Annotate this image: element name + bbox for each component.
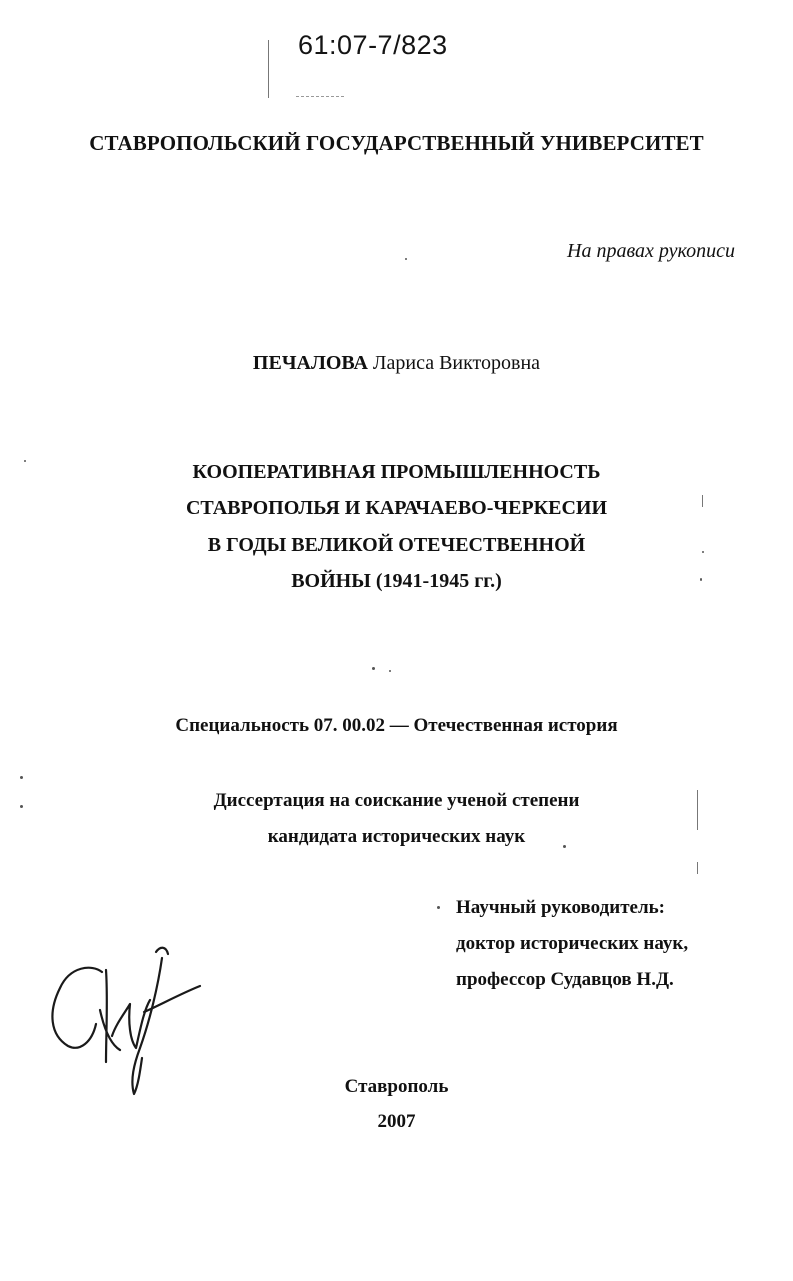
scan-speck xyxy=(405,258,407,260)
degree-line: Диссертация на соискание ученой степени xyxy=(213,790,580,811)
supervisor-line: доктор исторических наук, xyxy=(456,933,689,954)
supervisor-line: профессор Судавцов Н.Д. xyxy=(456,969,674,990)
university-name: СТАВРОПОЛЬСКИЙ ГОСУДАРСТВЕННЫЙ УНИВЕРСИТЕТ xyxy=(89,131,704,155)
dissertation-title-line: СТАВРОПОЛЬЯ И КАРАЧАЕВО-ЧЕРКЕСИИ xyxy=(185,497,608,519)
scan-speck xyxy=(702,551,704,553)
year: 2007 xyxy=(377,1111,416,1132)
scan-speck xyxy=(24,460,26,462)
dissertation-title-line: ВОЙНЫ (1941-1945 гг.) xyxy=(291,570,502,592)
scan-speck xyxy=(20,805,23,808)
specialty-line: Специальность 07. 00.02 — Отечественная история xyxy=(175,715,618,736)
author-name xyxy=(0,352,793,375)
scan-mark xyxy=(697,790,698,830)
scan-mark xyxy=(702,495,703,507)
dissertation-title-line: КООПЕРАТИВНАЯ ПРОМЫШЛЕННОСТЬ xyxy=(192,461,601,483)
scan-speck xyxy=(20,776,23,779)
scan-mark xyxy=(697,862,698,874)
dissertation-title-line: В ГОДЫ ВЕЛИКОЙ ОТЕЧЕСТВЕННОЙ xyxy=(207,534,586,556)
scan-speck xyxy=(437,906,440,909)
degree-line: кандидата исторических наук xyxy=(267,826,526,847)
city: Ставрополь xyxy=(344,1076,449,1097)
author-given-names: Лариса Викторовна xyxy=(372,352,541,374)
scan-speck xyxy=(700,578,702,581)
manuscript-note: На правах рукописи xyxy=(567,240,735,262)
scan-dash xyxy=(296,96,344,97)
scan-speck xyxy=(563,845,566,848)
scan-speck xyxy=(389,670,391,672)
scan-mark xyxy=(268,40,269,98)
supervisor-line: Научный руководитель: xyxy=(456,897,665,918)
author-surname: ПЕЧАЛОВА xyxy=(252,352,368,374)
scan-speck xyxy=(372,667,375,670)
archive-code: 61:07-7/823 xyxy=(298,30,448,60)
